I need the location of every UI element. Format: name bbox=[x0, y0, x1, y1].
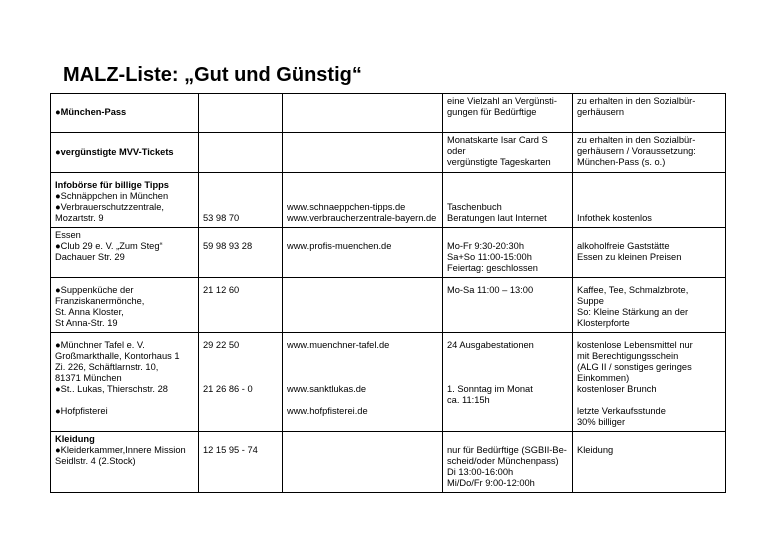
cell-info: eine Vielzahl an Vergünsti- gungen für Bedürftige bbox=[443, 94, 573, 133]
page-title: MALZ-Liste: „Gut und Günstig“ bbox=[63, 64, 362, 86]
cell-phone: 21 12 60 bbox=[199, 278, 283, 333]
cell-phone bbox=[199, 333, 283, 432]
cell-note: alkoholfreie Gaststätte Essen zu kleinen Preisen bbox=[573, 228, 726, 278]
entry-name: ●Kleiderkammer,Innere Mission Seidlstr. 4 (2.Stock) bbox=[55, 445, 186, 466]
table-row bbox=[51, 278, 726, 333]
cell-web bbox=[283, 278, 443, 333]
info-text: 24 Ausgabestationen bbox=[447, 340, 534, 350]
cell-note: zu erhalten in den Sozialbür- gerhäusern / Voraussetzung: München-Pass (s. o.) bbox=[573, 133, 726, 173]
entry-name: ●Hofpfisterei bbox=[55, 406, 108, 416]
website: www.sanktlukas.de bbox=[287, 384, 367, 394]
phone-number: 21 26 86 - 0 bbox=[203, 384, 253, 394]
table-row bbox=[51, 173, 726, 228]
cell-name bbox=[51, 133, 199, 173]
section-heading: Infobörse für billige Tipps bbox=[55, 180, 169, 190]
cell-phone bbox=[199, 94, 283, 133]
table-row bbox=[51, 333, 726, 432]
cell-note: Kleidung bbox=[573, 432, 726, 493]
cell-name bbox=[51, 173, 199, 228]
cell-web: www.schnaeppchen-tipps.de www.verbraucherzentrale-bayern.de bbox=[283, 173, 443, 228]
cell-phone: 53 98 70 bbox=[199, 173, 283, 228]
cell-info: nur für Bedürftige (SGBII-Be- scheid/oder Münchenpass) Di 13:00-16:00h Mi/Do/Fr 9:00-12:00h bbox=[443, 432, 573, 493]
entry-name: ●Schnäppchen in München ●Verbrauerschutzzentrale, Mozartstr. 9 bbox=[55, 191, 169, 223]
cell-web bbox=[283, 94, 443, 133]
cell-web: www.profis-muenchen.de bbox=[283, 228, 443, 278]
note-text: kostenlose Lebensmittel nur mit Berechtigungsschein (ALG II / sonstiges geringes Einkommen) kostenloser Brunch bbox=[577, 340, 693, 394]
cell-web bbox=[283, 333, 443, 432]
cell-phone bbox=[199, 133, 283, 173]
cell-phone: 59 98 93 28 bbox=[199, 228, 283, 278]
info-text: 1. Sonntag im Monat ca. 11:15h bbox=[447, 384, 533, 405]
cell-web bbox=[283, 432, 443, 493]
table-row bbox=[51, 133, 726, 173]
website: www.hofpfisterei.de bbox=[287, 406, 368, 416]
table-row bbox=[51, 94, 726, 133]
malz-table bbox=[50, 93, 726, 493]
cell-info: Mo-Fr 9:30-20:30h Sa+So 11:00-15:00h Feiertag: geschlossen bbox=[443, 228, 573, 278]
cell-name bbox=[51, 432, 199, 493]
cell-phone: 12 15 95 - 74 bbox=[199, 432, 283, 493]
cell-note bbox=[573, 333, 726, 432]
cell-info: Monatskarte Isar Card S oder vergünstigte Tageskarten bbox=[443, 133, 573, 173]
cell-web bbox=[283, 133, 443, 173]
cell-note: Kaffee, Tee, Schmalzbrote, Suppe So: Kleine Stärkung an der Klosterpforte bbox=[573, 278, 726, 333]
cell-name: Essen ●Club 29 e. V. „Zum Steg“ Dachauer Str. 29 bbox=[51, 228, 199, 278]
section-heading: Kleidung bbox=[55, 434, 95, 444]
phone-number: 29 22 50 bbox=[203, 340, 240, 350]
cell-info bbox=[443, 333, 573, 432]
cell-name bbox=[51, 333, 199, 432]
note-text: letzte Verkaufsstunde 30% billiger bbox=[577, 406, 666, 427]
entry-name: ●München-Pass bbox=[55, 107, 127, 117]
cell-info: Taschenbuch Beratungen laut Internet bbox=[443, 173, 573, 228]
cell-note: Infothek kostenlos bbox=[573, 173, 726, 228]
entry-name: ●Münchner Tafel e. V. Großmarkthalle, Kontorhaus 1 Zi. 226, Schäftlarnstr. 10, 81371 München bbox=[55, 340, 180, 383]
table-row bbox=[51, 432, 726, 493]
cell-info: Mo-Sa 11:00 – 13:00 bbox=[443, 278, 573, 333]
entry-name: ●vergünstigte MVV-Tickets bbox=[55, 146, 174, 157]
website: www.muenchner-tafel.de bbox=[287, 340, 390, 350]
entry-name: ●St.. Lukas, Thierschstr. 28 bbox=[55, 384, 168, 394]
cell-note: zu erhalten in den Sozialbür- gerhäusern bbox=[573, 94, 726, 133]
table-row bbox=[51, 228, 726, 278]
cell-name bbox=[51, 94, 199, 133]
cell-name: ●Suppenküche der Franziskanermönche, St. Anna Kloster, St Anna-Str. 19 bbox=[51, 278, 199, 333]
